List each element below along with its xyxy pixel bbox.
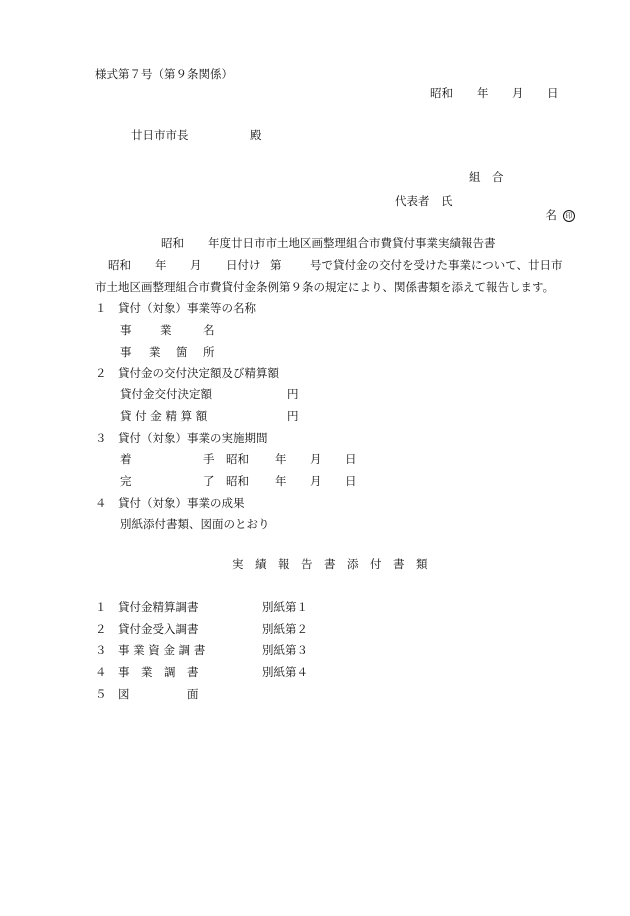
body-number-prefix: 第	[270, 258, 282, 272]
applicant-org: 組 合	[469, 170, 504, 184]
attachment-name: 貸付金精算調書	[118, 600, 199, 614]
addressee-name: 廿日市市長	[131, 128, 189, 142]
settled-amount-label: 貸 付 金 精 算 額	[120, 409, 208, 423]
representative-label: 代表者 氏	[395, 194, 453, 208]
start-label-b: 手	[203, 452, 215, 466]
attachment-number: ３	[95, 643, 107, 657]
attachment-name: 貸付金受入調書	[118, 622, 199, 636]
attachments-title: 実 績 報 告 書 添 付 書 類	[232, 557, 428, 571]
attachment-number: ４	[95, 665, 107, 679]
date-month: 月	[512, 86, 524, 100]
attachment-ref: 別紙第２	[262, 622, 308, 636]
attachment-name: 事 業 調 書	[118, 665, 199, 679]
attachment-number: ２	[95, 622, 107, 636]
date-era: 昭和	[430, 86, 453, 100]
body-month: 月	[190, 258, 202, 272]
row-char: 所	[203, 345, 215, 359]
addressee-honorific: 殿	[250, 128, 262, 142]
representative-name-suffix	[538, 194, 575, 222]
form-number: 様式第７号（第９条関係）	[95, 67, 233, 81]
section-4-heading: 貸付（対象）事業の成果	[118, 496, 245, 510]
name-suffix: 名	[545, 208, 557, 222]
start-day: 日	[345, 452, 357, 466]
body-line1-rest: 号で貸付金の交付を受けた事業について、廿日市	[310, 258, 563, 272]
decision-amount-unit: 円	[287, 387, 299, 401]
end-year: 年	[275, 474, 287, 488]
end-label-a: 完	[120, 474, 132, 488]
row-char: 業	[160, 323, 172, 337]
start-era: 昭和	[226, 452, 249, 466]
date-year: 年	[477, 86, 489, 100]
section-3-number: ３	[95, 431, 107, 445]
title-era: 昭和	[161, 236, 184, 250]
start-year: 年	[275, 452, 287, 466]
section-2-heading: 貸付金の交付決定額及び精算額	[118, 366, 279, 380]
attachment-ref: 別紙第１	[262, 600, 308, 614]
attachment-ref: 別紙第３	[262, 643, 308, 657]
section-4-number: ４	[95, 496, 107, 510]
end-label-b: 了	[203, 474, 215, 488]
settled-amount-unit: 円	[287, 409, 299, 423]
attachment-ref: 別紙第４	[262, 665, 308, 679]
attachment-number: １	[95, 600, 107, 614]
document-title: 年度廿日市市土地区画整理組合市費貸付事業実績報告書	[208, 236, 496, 250]
start-label-a: 着	[120, 452, 132, 466]
end-era: 昭和	[226, 474, 249, 488]
row-char: 事	[120, 323, 132, 337]
start-month: 月	[310, 452, 322, 466]
date-day: 日	[547, 86, 559, 100]
seal-mark: 印	[563, 210, 575, 222]
row-char: 事	[120, 345, 132, 359]
body-day-suffix: 日付け	[226, 258, 261, 272]
section-1-heading: 貸付（対象）事業等の名称	[118, 301, 256, 315]
end-month: 月	[310, 474, 322, 488]
body-line-2: 市土地区画整理組合市費貸付金条例第９条の規定により、関係書類を添えて報告します。	[95, 280, 555, 294]
row-char: 箇	[176, 345, 188, 359]
section-1-number: １	[95, 301, 107, 315]
attachment-name: 図 面	[118, 687, 199, 701]
attachment-number: ５	[95, 687, 107, 701]
attachment-name: 事 業 資 金 調 書	[118, 643, 206, 657]
body-year: 年	[155, 258, 167, 272]
section-4-text: 別紙添付書類、図面のとおり	[120, 517, 270, 531]
end-day: 日	[345, 474, 357, 488]
row-char: 名	[203, 323, 215, 337]
row-char: 業	[149, 345, 161, 359]
body-era: 昭和	[108, 258, 131, 272]
section-3-heading: 貸付（対象）事業の実施期間	[118, 431, 268, 445]
section-2-number: ２	[95, 366, 107, 380]
decision-amount-label: 貸付金交付決定額	[120, 387, 212, 401]
